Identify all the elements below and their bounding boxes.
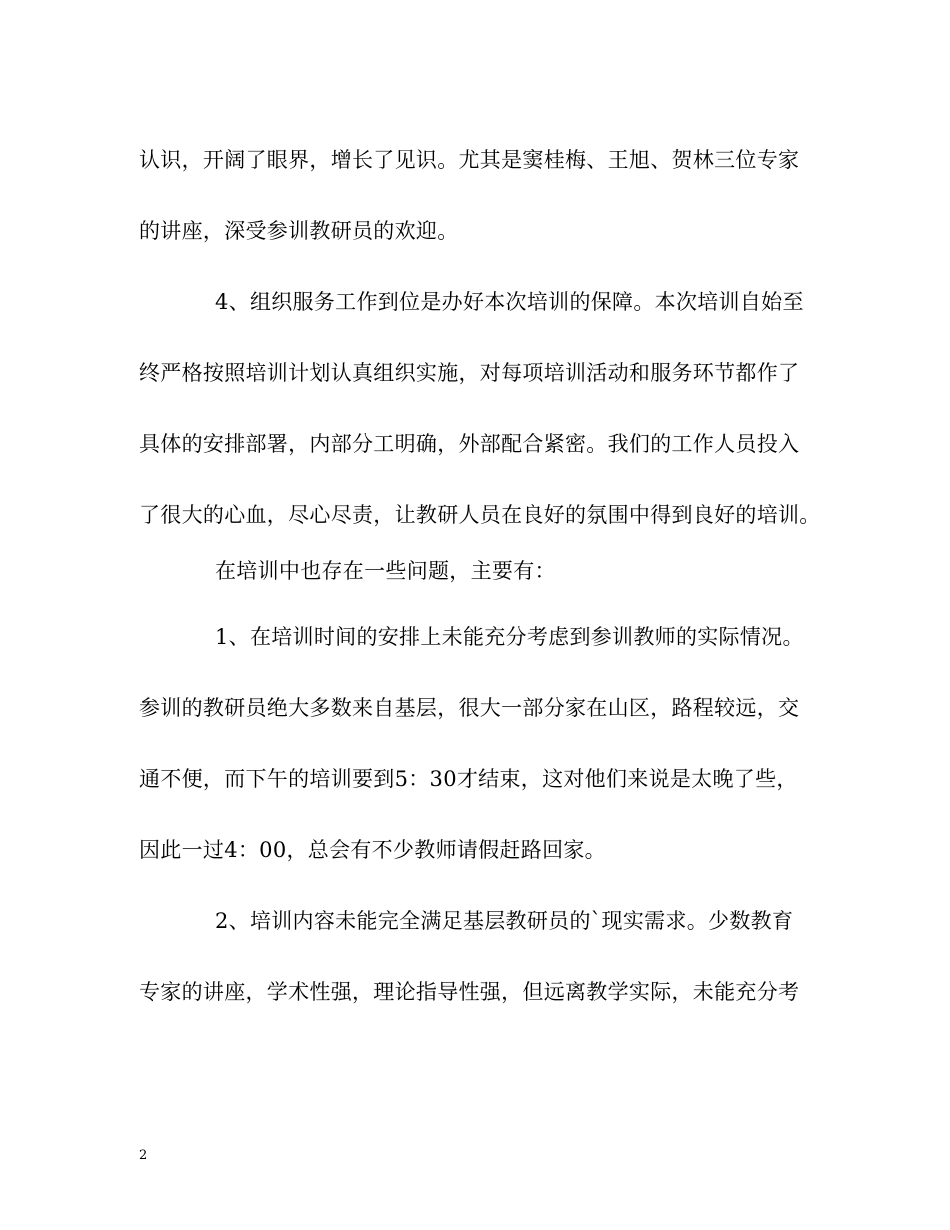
paragraph-start: 1、在培训时间的安排上未能充分考虑到参训教师的实际情况。 <box>215 625 804 649</box>
text-line: 专家的讲座，学术性强，理论指导性强，但远离教学实际，未能充分考 <box>139 980 800 1004</box>
text-line: 的讲座，深受参训教研员的欢迎。 <box>139 219 459 243</box>
text-line: 参训的教研员绝大多数来自基层，很大一部分家在山区，路程较远，交 <box>139 696 800 720</box>
text-line: 了很大的心血，尽心尽责，让教研人员在良好的氛围中得到良好的培训。 <box>139 503 821 527</box>
text-line: 认识，开阔了眼界，增长了见识。尤其是窦桂梅、王旭、贺林三位专家 <box>139 148 800 172</box>
paragraph-start: 4、组织服务工作到位是办好本次培训的保障。本次培训自始至 <box>215 290 804 314</box>
text-line: 终严格按照培训计划认真组织实施，对每项培训活动和服务环节都作了 <box>139 361 800 385</box>
text-line: 因此一过4：00，总会有不少教师请假赶路回家。 <box>139 838 606 862</box>
page-number: 2 <box>139 1148 148 1163</box>
paragraph-start: 2、培训内容未能完全满足基层教研员的`现实需求。少数教育 <box>215 909 794 933</box>
text-line: 具体的安排部署，内部分工明确，外部配合紧密。我们的工作人员投入 <box>139 432 800 456</box>
text-line: 通不便，而下午的培训要到5：30才结束，这对他们来说是太晚了些， <box>139 767 798 791</box>
paragraph-start: 在培训中也存在一些问题，主要有： <box>215 559 556 583</box>
